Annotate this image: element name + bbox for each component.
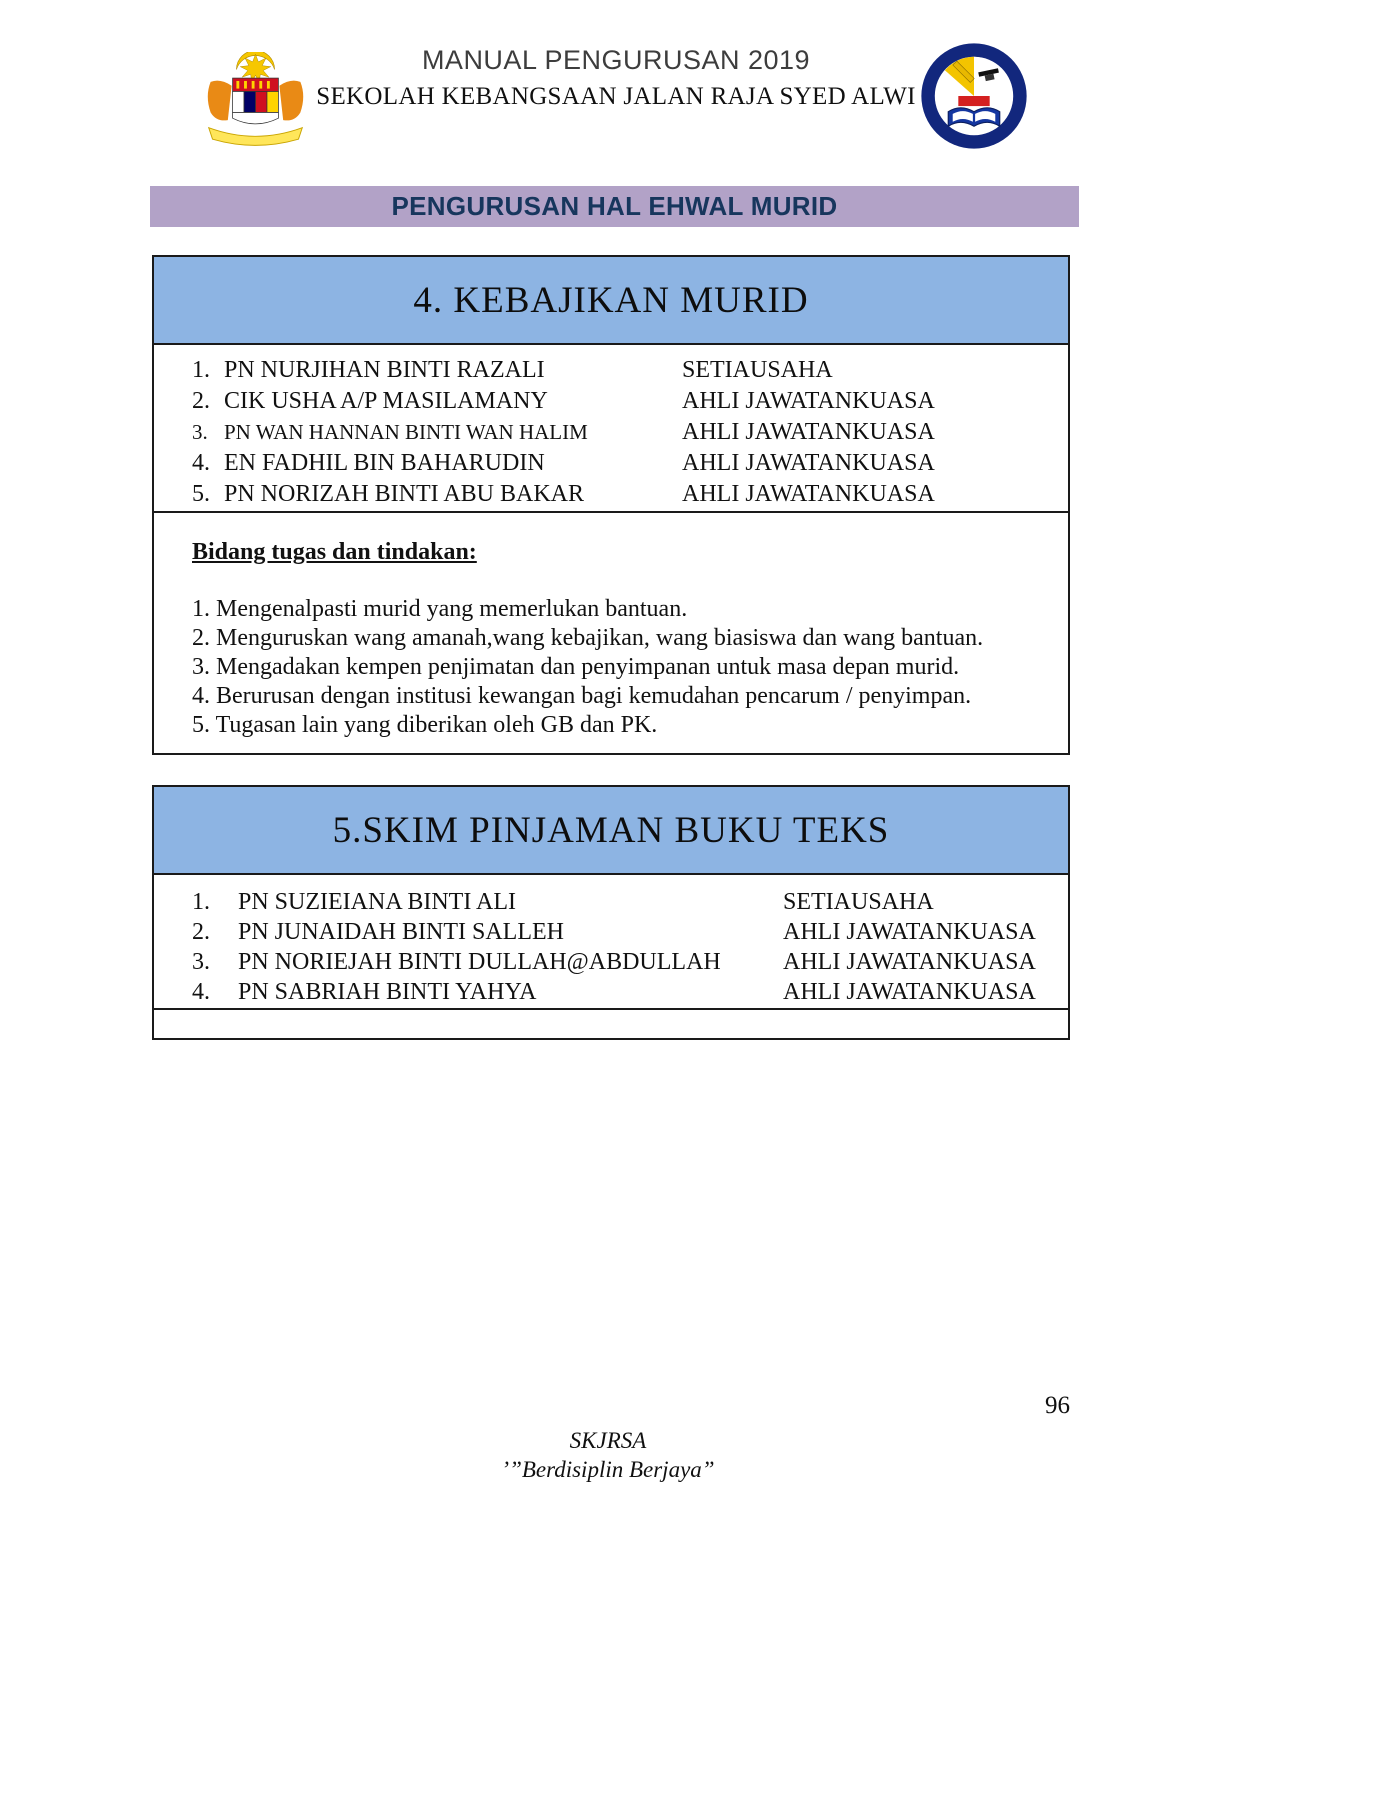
page-number: 96 — [1045, 1392, 1070, 1419]
member-row — [192, 448, 1048, 479]
member-name: PN NURJIHAN BINTI RAZALI — [224, 357, 545, 383]
member-role: SETIAUSAHA — [783, 889, 934, 915]
member-number: 3. — [192, 949, 210, 975]
member-name: EN FADHIL BIN BAHARUDIN — [224, 450, 545, 476]
member-name: PN WAN HANNAN BINTI WAN HALIM — [224, 420, 588, 444]
member-name: PN SUZIEIANA BINTI ALI — [238, 889, 516, 915]
member-role: SETIAUSAHA — [682, 357, 833, 383]
member-number: 4. — [192, 450, 210, 476]
member-row — [192, 947, 1048, 977]
banner-title: PENGURUSAN HAL EHWAL MURID — [391, 191, 838, 221]
duty-item: 3. Mengadakan kempen penjimatan dan penyimpanan untuk masa depan murid. — [192, 654, 960, 680]
section4-duties — [154, 511, 1068, 753]
member-number: 4. — [192, 979, 210, 1005]
malaysia-coat-of-arms-icon — [203, 52, 308, 150]
footer-motto: ’”Berdisiplin Berjaya” — [501, 1457, 715, 1482]
member-role: AHLI JAWATANKUASA — [783, 979, 1036, 1005]
section5-title: 5.SKIM PINJAMAN BUKU TEKS — [332, 809, 890, 851]
empty-row — [154, 1008, 1068, 1038]
member-role: AHLI JAWATANKUASA — [783, 949, 1036, 975]
member-name: PN NORIEJAH BINTI DULLAH@ABDULLAH — [238, 949, 721, 975]
member-name: CIK USHA A/P MASILAMANY — [224, 388, 548, 414]
manual-title: MANUAL PENGURUSAN 2019 — [421, 45, 811, 75]
duty-item: 2. Menguruskan wang amanah,wang kebajikan, wang biasiswa dan wang bantuan. — [192, 625, 984, 651]
member-row — [192, 355, 1048, 386]
section4-header — [154, 257, 1068, 345]
member-name: PN JUNAIDAH BINTI SALLEH — [238, 919, 564, 945]
member-row — [192, 917, 1048, 947]
section5-header — [154, 787, 1068, 875]
footer-school-abbr: SKJRSA — [569, 1428, 647, 1453]
duties-heading: Bidang tugas dan tindakan: — [192, 539, 477, 565]
duty-item: 5. Tugasan lain yang diberikan oleh GB dan PK. — [192, 712, 658, 738]
duty-item: 1. Mengenalpasti murid yang memerlukan bantuan. — [192, 596, 688, 622]
section-kebajikan-murid — [152, 255, 1070, 755]
school-badge-icon — [918, 40, 1030, 152]
duty-item: 4. Berurusan dengan institusi kewangan bagi kemudahan pencarum / penyimpan. — [192, 683, 972, 709]
section5-member-list — [154, 875, 1068, 1008]
member-number: 5. — [192, 481, 210, 507]
section-skim-pinjaman-buku-teks — [152, 785, 1070, 1040]
member-number: 2. — [192, 919, 210, 945]
section-banner — [150, 186, 1079, 227]
member-row — [192, 386, 1048, 417]
member-number: 1. — [192, 357, 210, 383]
member-number: 2. — [192, 388, 210, 414]
member-role: AHLI JAWATANKUASA — [783, 919, 1036, 945]
section4-member-list — [154, 345, 1068, 511]
member-name: PN SABRIAH BINTI YAHYA — [238, 979, 537, 1005]
member-row — [192, 977, 1048, 1007]
member-name: PN NORIZAH BINTI ABU BAKAR — [224, 481, 585, 507]
member-role: AHLI JAWATANKUASA — [682, 450, 935, 476]
header-titles — [300, 45, 932, 111]
school-name: SEKOLAH KEBANGSAAN JALAN RAJA SYED ALWI — [316, 83, 916, 110]
member-role: AHLI JAWATANKUASA — [682, 481, 935, 507]
section4-title: 4. KEBAJIKAN MURID — [413, 279, 809, 321]
member-row — [192, 417, 1048, 448]
member-number: 1. — [192, 889, 210, 915]
member-row — [192, 479, 1048, 510]
member-row — [192, 887, 1048, 917]
member-role: AHLI JAWATANKUASA — [682, 419, 935, 445]
member-number: 3. — [192, 420, 208, 444]
member-role: AHLI JAWATANKUASA — [682, 388, 935, 414]
